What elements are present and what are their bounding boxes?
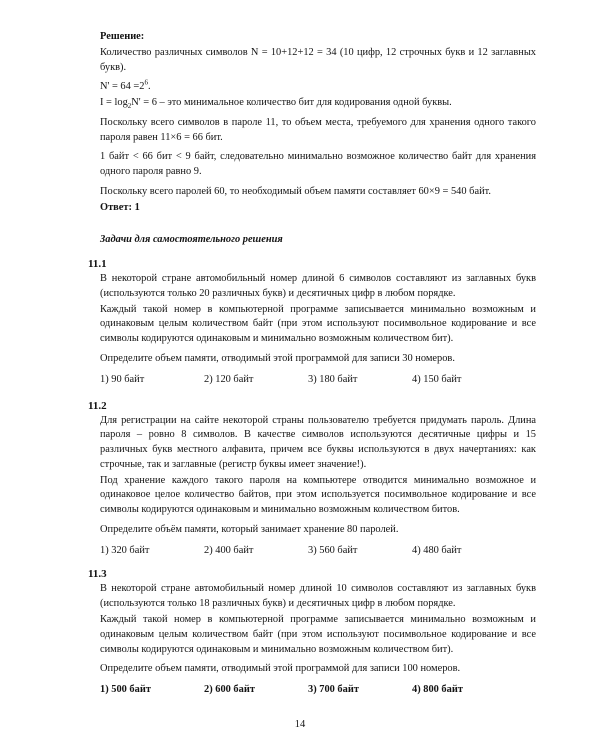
- formula-log-rest: N' = 6 – это минимальное количество бит для кодирования одной буквы.: [131, 97, 452, 109]
- task-question: Определите объём памяти, который занимает хранение 80 паролей.: [100, 523, 399, 535]
- answer-option: 4) 800 байт: [412, 684, 463, 696]
- task-11-1: [88, 258, 536, 387]
- section-title: Задачи для самостоятельного решения: [100, 234, 283, 246]
- answer-option: 3) 180 байт: [308, 373, 358, 385]
- formula-n-prime: N' = 64 =2: [100, 81, 145, 93]
- answer-option: 1) 320 байт: [100, 544, 150, 556]
- solution-heading: Решение:: [100, 31, 145, 42]
- solution-line-1: Количество различных символов N = 10+12+12 = 34 (10 цифр, 12 строчных букв и 12 заглавных букв).: [100, 46, 536, 73]
- task-number: 11.2: [88, 399, 107, 412]
- formula-exponent: 6: [144, 78, 148, 87]
- task-paragraph: Каждый такой номер в компьютерной программе записывается минимально возможным и одинаковым целым количеством байт (при этом используют посимвольное кодирование и все символы кодируются одинаковым и минимально возможным количеством бит).: [100, 303, 536, 345]
- solution-line-5: 1 байт < 66 бит < 9 байт, следовательно минимально возможное количество байт для хранения одного пароля равно 9.: [100, 151, 536, 178]
- formula-log: I = log: [100, 97, 128, 109]
- answer-options: [100, 544, 536, 559]
- task-11-3: [88, 568, 536, 697]
- task-11-2: [88, 399, 536, 559]
- solution-line-3: [100, 96, 536, 111]
- task-number: 11.1: [88, 258, 107, 271]
- solution-line-6: Поскольку всего паролей 60, то необходимый объем памяти составляет 60×9 = 540 байт.: [100, 185, 491, 197]
- task-paragraph: Для регистрации на сайте некоторой страны пользователю требуется придумать пароль. Длина пароля – ровно 8 символов. В качестве символов используются десятичные цифры и 15 различных букв местного алфавита, причем все буквы используются в двух начертаниях: как строчные, так и заглавные (регистр буквы имеет значение!).: [100, 414, 536, 470]
- task-paragraph: В некоторой стране автомобильный номер длиной 6 символов составляют из заглавных букв (используются только 20 различных букв) и десятичных цифр в любом порядке.: [100, 273, 536, 299]
- task-paragraph: Под хранение каждого такого пароля на компьютере отводится минимально возможное и одинаковое целое количество байтов, при этом используется посимвольное кодирование и все символы кодируются одинаковым и минимально возможным количеством битов.: [100, 474, 536, 516]
- task-paragraph: Каждый такой номер в компьютерной программе записывается минимально возможным и одинаковым целым количеством байт (при этом используют посимвольное кодирование и все символы кодируются одинаковым и минимально возможным количеством бит).: [100, 613, 536, 655]
- answer-options: [100, 683, 536, 698]
- answer-option: 2) 400 байт: [204, 544, 254, 556]
- page-number: 14: [294, 719, 306, 730]
- answer-option: 2) 120 байт: [204, 373, 254, 385]
- answer-option: 2) 600 байт: [204, 684, 255, 696]
- answer-option: 3) 560 байт: [308, 544, 358, 556]
- answer-option: 3) 700 байт: [308, 684, 359, 696]
- answer-option: 1) 90 байт: [100, 373, 145, 385]
- answer-option: 4) 480 байт: [412, 544, 462, 556]
- formula-log-base: 2: [127, 102, 132, 111]
- answer-option: 1) 500 байт: [100, 684, 151, 696]
- solution-line-2: [100, 80, 536, 95]
- task-paragraph: В некоторой стране автомобильный номер длиной 10 символов составляют из заглавных букв (используются только 18 различных букв) и десятичных цифр в любом порядке.: [100, 583, 536, 610]
- task-number: 11.3: [88, 568, 107, 581]
- answer-options: [100, 373, 536, 388]
- solution-block: [100, 30, 536, 215]
- formula-end: .: [147, 81, 151, 93]
- task-question: Определите объем памяти, отводимый этой программой для записи 100 номеров.: [100, 663, 461, 675]
- solution-line-4: Поскольку всего символов в пароле 11, то объем места, требуемого для хранения одного такого пароля равен 11×6 = 66 бит.: [100, 116, 536, 143]
- task-question: Определите объем памяти, отводимый этой программой для записи 30 номеров.: [100, 353, 455, 365]
- answer-line: Ответ: 1: [100, 201, 140, 213]
- answer-option: 4) 150 байт: [412, 373, 462, 385]
